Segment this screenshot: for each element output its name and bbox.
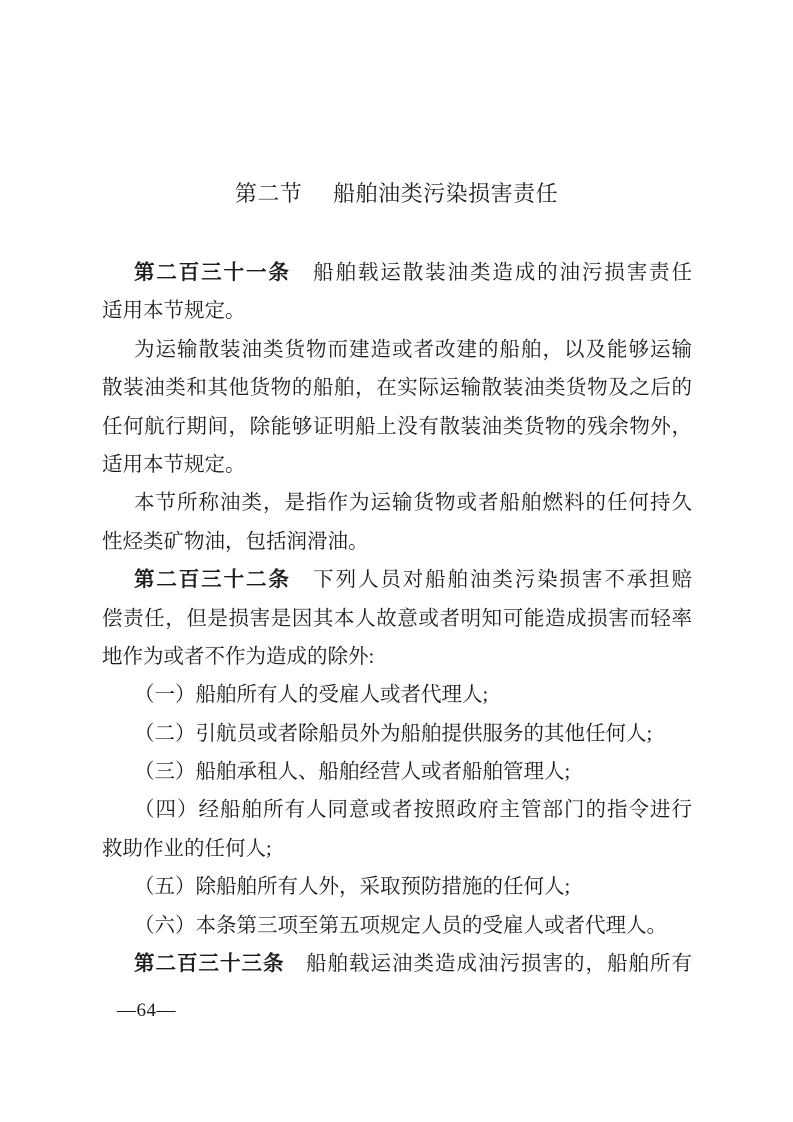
text-segment: （六）本条第三项至第五项规定人员的受雇人或者代理人。 <box>134 914 667 937</box>
text-segment: （三）船舶承租人、船舶经营人或者船舶管理人; <box>134 761 571 784</box>
text-segment: 适用本节规定。 <box>102 453 246 476</box>
text-segment: （五）除船舶所有人外，采取预防措施的任何人; <box>134 876 571 899</box>
text-line <box>102 907 692 945</box>
text-line <box>102 753 692 791</box>
text-segment: 性烃类矿物油，包括润滑油。 <box>102 530 369 553</box>
text-segment: 散装油类和其他货物的船舶，在实际运输散装油类货物及之后的 <box>102 377 692 400</box>
section-heading <box>0 180 793 208</box>
article-number: 第二百三十三条 <box>134 952 285 976</box>
document-body <box>102 254 692 983</box>
text-segment: 本节所称油类，是指作为运输货物或者船舶燃料的任何持久 <box>134 492 692 515</box>
text-line <box>102 369 692 407</box>
section-heading-title: 船舶油类污染损害责任 <box>333 181 559 206</box>
text-line <box>102 868 692 906</box>
text-line <box>102 484 692 522</box>
text-segment: 偿责任，但是损害是因其本人故意或者明知可能造成损害而轻率 <box>102 607 692 630</box>
text-line <box>102 676 692 714</box>
text-segment: 地作为或者不作为造成的除外: <box>102 645 375 668</box>
text-segment: （二）引航员或者除船员外为船舶提供服务的其他任何人; <box>134 722 653 745</box>
text-line <box>102 408 692 446</box>
text-line <box>102 791 692 829</box>
text-segment: （一）船舶所有人的受雇人或者代理人; <box>134 684 489 707</box>
text-segment: 船舶载运油类造成油污损害的，船舶所有 <box>284 953 692 976</box>
text-segment: 任何航行期间，除能够证明船上没有散装油类货物的残余物外， <box>102 415 692 438</box>
article-number: 第二百三十一条 <box>134 261 291 284</box>
article-number: 第二百三十二条 <box>134 568 291 592</box>
text-segment: 下列人员对船舶油类污染损害不承担赔 <box>290 569 692 592</box>
text-line <box>102 254 692 292</box>
text-line <box>102 561 692 599</box>
text-line <box>102 715 692 753</box>
text-line <box>102 945 692 983</box>
text-line <box>102 830 692 868</box>
text-line <box>102 292 692 330</box>
text-line <box>102 638 692 676</box>
text-segment: 船舶载运散装油类造成的油污损害责任 <box>290 262 692 284</box>
text-segment: 为运输散装油类货物而建造或者改建的船舶，以及能够运输 <box>134 338 692 361</box>
text-line <box>102 331 692 369</box>
page-number: —64— <box>117 1000 176 1021</box>
section-heading-label: 第二节 <box>234 181 303 206</box>
text-segment: （四）经船舶所有人同意或者按照政府主管部门的指令进行 <box>134 799 692 822</box>
text-segment: 救助作业的任何人; <box>102 837 272 860</box>
text-line <box>102 446 692 484</box>
text-line <box>102 600 692 638</box>
text-segment: 适用本节规定。 <box>102 300 246 323</box>
text-line <box>102 523 692 561</box>
